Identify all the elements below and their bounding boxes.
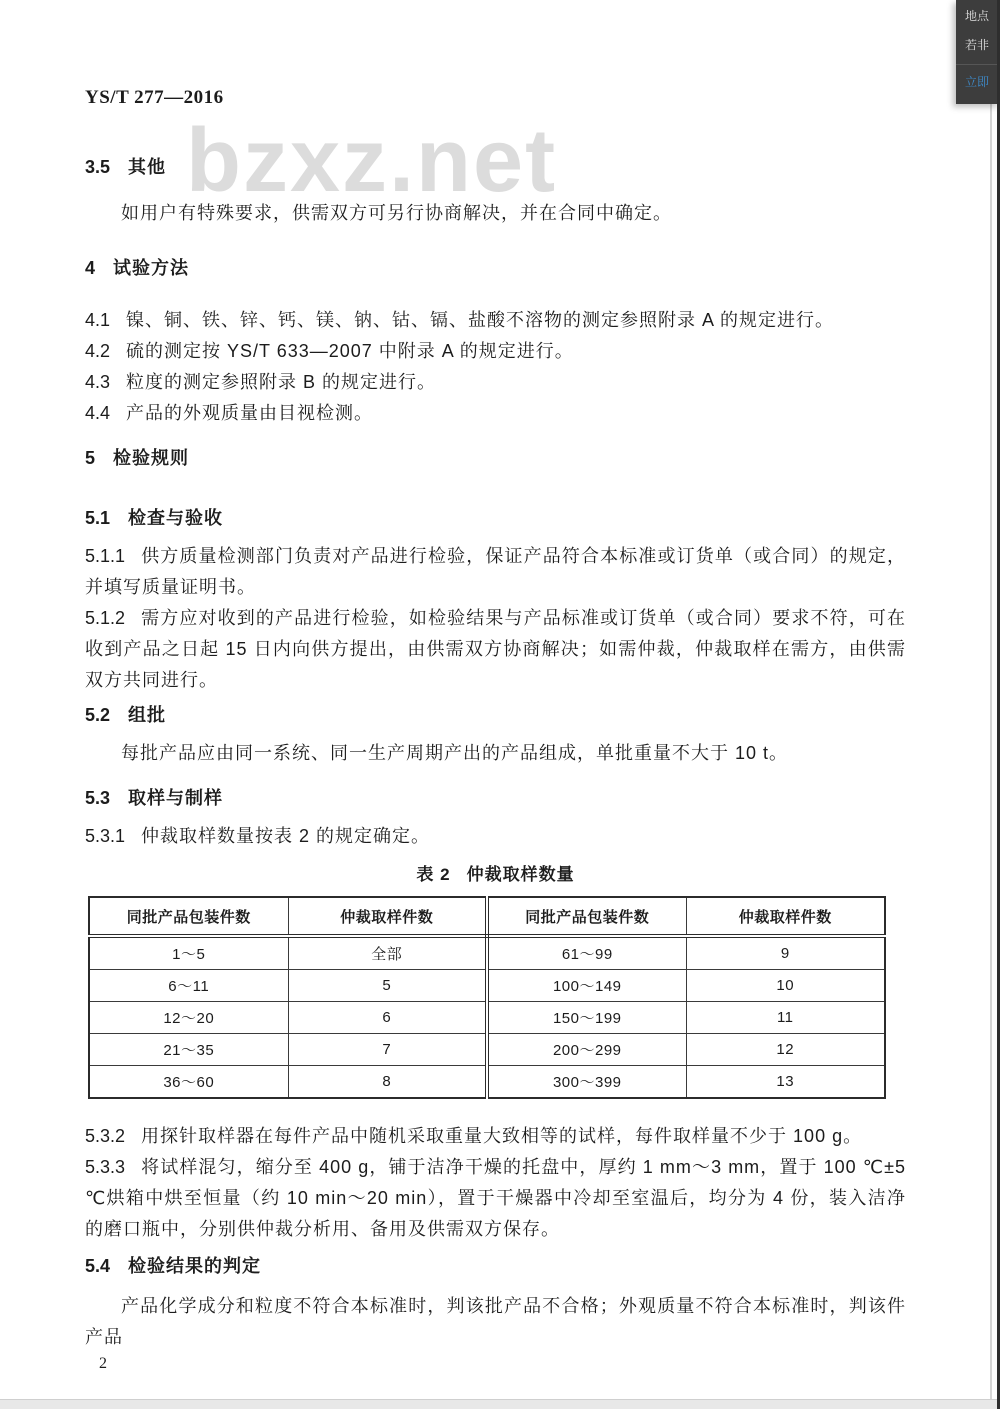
clause-5-3-1 [85,821,906,852]
table-header-cell: 仲裁取样件数 [686,897,885,936]
arbitration-sampling-table [88,896,886,1099]
panel-divider [956,64,1000,65]
table-cell: 36～60 [89,1066,288,1099]
table-row [89,1034,885,1066]
section-heading-5-1 [85,505,906,531]
section-number: 5.2 [85,705,111,725]
panel-text-line1: 地点 [965,9,990,23]
site-watermark: bzxz.net [186,111,558,211]
table-header-cell: 同批产品包装件数 [89,897,288,936]
table-header-row [89,897,885,936]
table-cell: 10 [686,970,885,1002]
table-cell: 1～5 [89,936,288,970]
section-heading-5-2 [85,702,906,728]
table-cell: 12～20 [89,1002,288,1034]
section-title: 试验方法 [113,258,190,278]
table-row [89,936,885,970]
table-cell: 8 [288,1066,487,1099]
section-number: 5.4 [85,1256,111,1276]
table-2-caption [85,864,906,886]
standard-number-header: YS/T 277—2016 [85,87,224,108]
table-cell: 全部 [288,936,487,970]
clause-4-2 [85,336,906,367]
table-cell: 12 [686,1034,885,1066]
table-cell: 100～149 [487,970,686,1002]
clause-text: 仲裁取样数量按表 2 的规定确定。 [141,826,431,846]
table-header-cell: 仲裁取样件数 [288,897,487,936]
clause-4-3 [85,367,906,398]
panel-text-line2: 若非 [965,38,990,52]
screen-bottom-bar [0,1399,1000,1409]
section-heading-5 [85,445,906,471]
page-edge-divider [990,0,992,1399]
clause-text: 硫的测定按 YS/T 633—2007 中附录 A 的规定进行。 [126,341,574,361]
clause-5-1-1 [85,541,906,603]
clause-number: 5.1.2 [85,608,126,628]
clause-5-3-2 [85,1121,906,1152]
table-row [89,970,885,1002]
section-title: 检验结果的判定 [128,1256,262,1276]
clause-number: 4.2 [85,341,111,361]
table-cell: 9 [686,936,885,970]
table-row [89,1002,885,1034]
section-title: 取样与制样 [128,788,224,808]
table-title: 仲裁取样数量 [466,865,575,884]
section-number: 5.1 [85,508,111,528]
table-row [89,1066,885,1099]
clause-number: 4.3 [85,372,111,392]
clause-4-4 [85,398,906,429]
clause-number: 4.4 [85,403,111,423]
section-title: 检查与验收 [128,508,224,528]
section-title: 组批 [128,705,167,725]
clause-text: 粒度的测定参照附录 B 的规定进行。 [126,372,437,392]
clause-text: 产品的外观质量由目视检测。 [126,403,374,423]
table-cell: 7 [288,1034,487,1066]
clause-5-3-3 [85,1152,906,1245]
clause-4-1 [85,305,906,336]
table-label: 表 2 [416,865,451,884]
section-heading-5-4 [85,1253,906,1279]
table-header-cell: 同批产品包装件数 [487,897,686,936]
clause-text: 将试样混匀，缩分至 400 g，铺于洁净干燥的托盘中，厚约 1 mm～3 mm，置于 100 ℃±5 ℃烘箱中烘至恒量（约 10 min～20 min），置于干燥器中冷却至室温后，均分为 4 份，装入洁净的磨口瓶中，分别供仲裁分析用、备用及供需双方保存。 [85,1157,906,1239]
clause-text: 镍、铜、铁、锌、钙、镁、钠、钴、镉、盐酸不溶物的测定参照附录 A 的规定进行。 [126,310,835,330]
paragraph-5-4: 产品化学成分和粒度不符合本标准时，判该批产品不合格；外观质量不符合本标准时，判该件产品 [85,1296,906,1347]
clause-number: 5.3.3 [85,1157,126,1177]
panel-action-link[interactable]: 立即 [965,75,990,89]
paragraph-3-5: 如用户有特殊要求，供需双方可另行协商解决，并在合同中确定。 [121,203,672,223]
clause-text: 用探针取样器在每件产品中随机采取重量大致相等的试样，每件取样量不少于 100 g。 [141,1126,863,1146]
table-cell: 5 [288,970,487,1002]
clause-number: 4.1 [85,310,111,330]
page-number: 2 [99,1355,107,1372]
section-number: 3.5 [85,157,111,177]
clause-text: 需方应对收到的产品进行检验，如检验结果与产品标准或订货单（或合同）要求不符，可在收到产品之日起 15 日内向供方提出，由供需双方协商解决；如需仲裁，仲裁取样在需方，由供需双方共同进行。 [85,608,906,690]
section-heading-5-3 [85,785,906,811]
table-cell: 200～299 [487,1034,686,1066]
clause-number: 5.3.1 [85,826,126,846]
table-cell: 21～35 [89,1034,288,1066]
section-title: 检验规则 [113,448,190,468]
section-number: 5 [85,448,96,468]
table-cell: 13 [686,1066,885,1099]
section-title: 其他 [128,157,167,177]
clause-number: 5.3.2 [85,1126,126,1146]
clause-5-1-2 [85,603,906,696]
table-cell: 150～199 [487,1002,686,1034]
section-number: 4 [85,258,96,278]
table-cell: 300～399 [487,1066,686,1099]
paragraph-5-2: 每批产品应由同一系统、同一生产周期产出的产品组成，单批重量不大于 10 t。 [121,743,789,763]
clause-number: 5.1.1 [85,546,126,566]
clause-text: 供方质量检测部门负责对产品进行检验，保证产品符合本标准或订货单（或合同）的规定，并填写质量证明书。 [85,546,906,597]
table-cell: 11 [686,1002,885,1034]
table-cell: 6～11 [89,970,288,1002]
section-heading-4 [85,255,906,281]
notification-panel [956,0,1000,104]
table-cell: 61～99 [487,936,686,970]
section-number: 5.3 [85,788,111,808]
table-cell: 6 [288,1002,487,1034]
section-heading-3-5 [85,154,906,180]
